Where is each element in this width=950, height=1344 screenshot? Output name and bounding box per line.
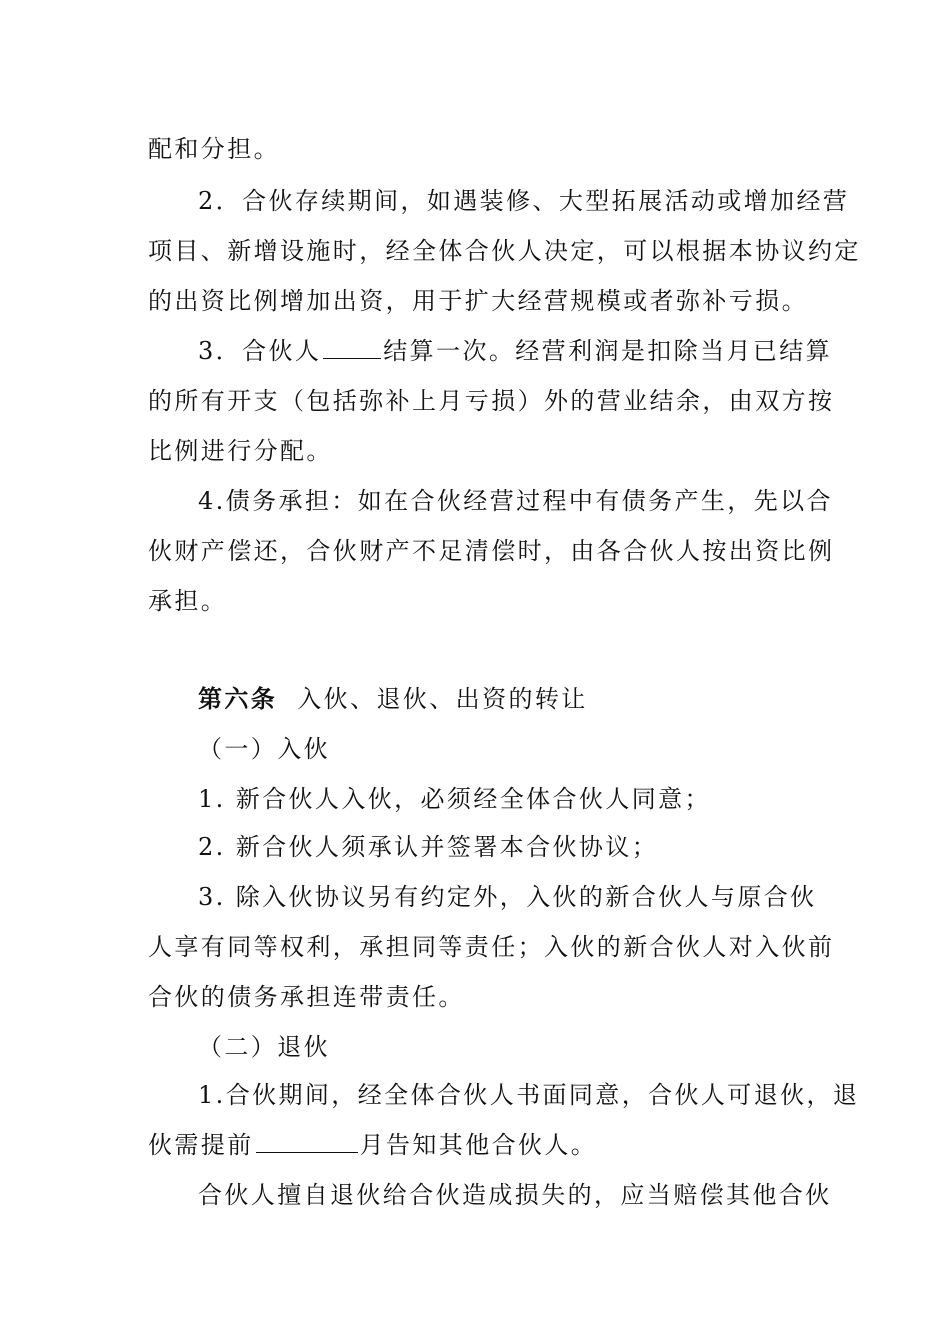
paragraph-text: 月告知其他合伙人。 [359, 1131, 598, 1159]
section-title: （一）入伙 [198, 735, 330, 763]
paragraph-line: 4.债务承担：如在合伙经营过程中有债务产生，先以合 [198, 487, 833, 515]
paragraph-line: 配和分担。 [148, 135, 280, 163]
list-item: 1. 新合伙人入伙，必须经全体合伙人同意； [198, 785, 711, 813]
list-item: 3. 除入伙协议另有约定外，入伙的新合伙人与原合伙 [198, 883, 817, 911]
paragraph-line: 的出资比例增加出资，用于扩大经营规模或者弥补亏损。 [148, 287, 808, 315]
article-heading [198, 684, 808, 714]
paragraph-line: 承担。 [148, 587, 228, 615]
fill-in-blank[interactable] [323, 336, 381, 359]
list-item: 1.合伙期间，经全体合伙人书面同意，合伙人可退伙，退 [198, 1081, 860, 1109]
paragraph-line: 合伙的债务承担连带责任。 [148, 983, 465, 1011]
paragraph-line: 比例进行分配。 [148, 437, 333, 465]
paragraph-text: 结算一次。经营利润是扣除当月已结算 [383, 337, 833, 365]
fill-in-blank[interactable] [256, 1130, 358, 1153]
article-title: 入伙、退伙、出资的转让 [297, 685, 588, 713]
paragraph-line: 2．合伙存续期间，如遇装修、大型拓展活动或增加经营 [198, 187, 850, 215]
paragraph-line: 的所有开支（包括弥补上月亏损）外的营业结余，由双方按 [148, 387, 835, 415]
paragraph-line: 人享有同等权利，承担同等责任；入伙的新合伙人对入伙前 [148, 933, 835, 961]
paragraph-text: 3．合伙人 [198, 337, 322, 365]
list-item: 2. 新合伙人须承认并签署本合伙协议； [198, 833, 659, 861]
paragraph-line [148, 1130, 808, 1160]
paragraph-line: 项目、新增设施时，经全体合伙人决定，可以根据本协议约定 [148, 237, 861, 265]
paragraph-line: 伙财产偿还，合伙财产不足清偿时，由各合伙人按出资比例 [148, 537, 835, 565]
paragraph-text: 伙需提前 [148, 1131, 254, 1159]
paragraph-line [198, 336, 833, 366]
section-title: （二）退伙 [198, 1033, 330, 1061]
paragraph-line: 合伙人擅自退伙给合伙造成损失的，应当赔偿其他合伙 [198, 1181, 832, 1209]
article-number: 第六条 [198, 684, 278, 713]
